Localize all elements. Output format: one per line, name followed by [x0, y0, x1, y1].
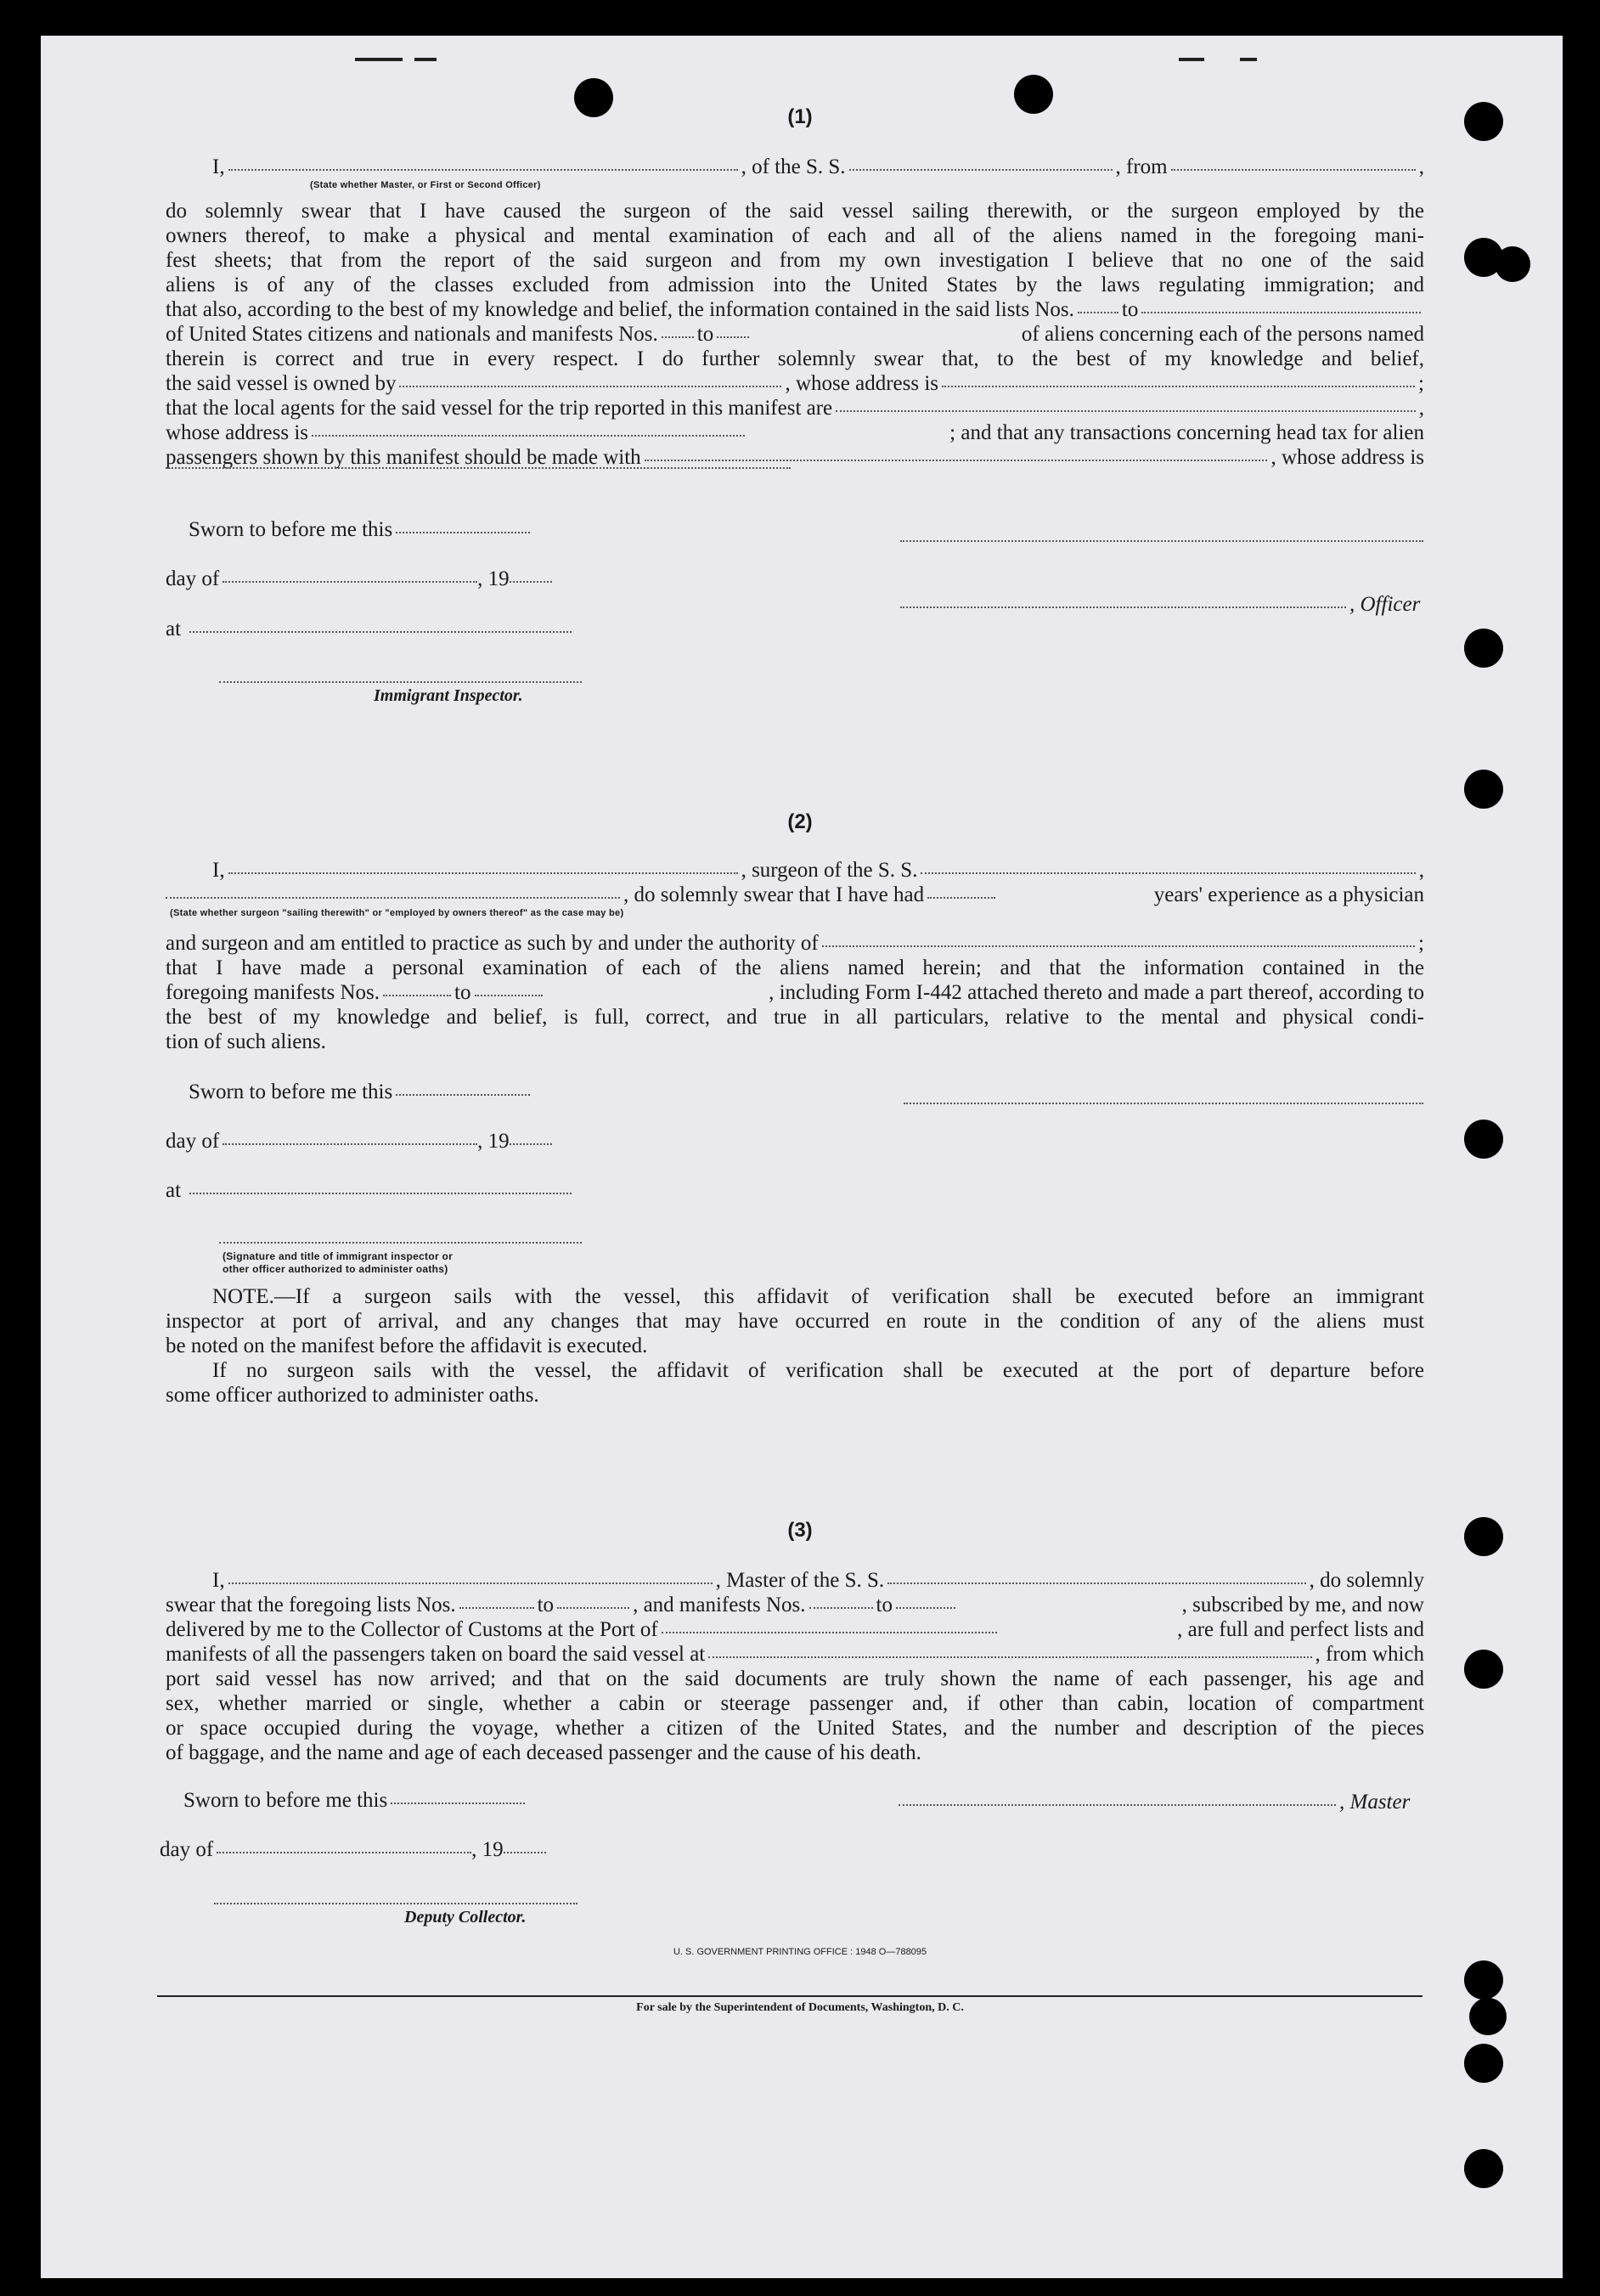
section-2-paragraph: and surgeon and am entitled to practice as such by and under the authority of ; that I have made a personal examination of each of the aliens named herein; and that the information contained in the foregoing manifests Nos. to , including Form I-442 attached thereto and made a part thereof, according to the best of my knowledge and belief, is full, correct, and true in all particulars, relative to the mental and physical condi- tion of such aliens.: [166, 932, 1424, 1053]
day-of-line-3: day of , 19: [160, 1838, 549, 1862]
surgeon-status-field[interactable]: [166, 897, 620, 899]
from-port-field[interactable]: [1171, 169, 1416, 171]
authority-field[interactable]: [822, 945, 1415, 947]
punch-hole: [1464, 1960, 1503, 2000]
inspector-signature-line[interactable]: [219, 681, 582, 683]
month-field-3[interactable]: [217, 1852, 471, 1853]
agents-address-field[interactable]: [312, 435, 745, 437]
vessel-owner-field[interactable]: [399, 386, 781, 387]
section-3-number: (3): [787, 1519, 813, 1542]
surgeon-status-caption: (State whether surgeon "sailing therewith" or "employed by owners thereof" as the case may be): [170, 908, 624, 918]
top-print-mark: [355, 58, 403, 61]
punch-hole: [1464, 1650, 1503, 1689]
top-print-mark: [414, 58, 437, 61]
surgeon-manifests-from-field[interactable]: [383, 995, 451, 996]
at-line-2: at: [166, 1179, 575, 1203]
manifests-from-field[interactable]: [662, 336, 694, 338]
sworn-day-field-3[interactable]: [391, 1802, 525, 1804]
master-signature-line: , Master: [899, 1791, 1410, 1814]
sworn-day-field-1[interactable]: [396, 532, 530, 533]
note-paragraph: NOTE.—If a surgeon sails with the vessel, this affidavit of verification shall be executed before an immigrant inspector at port of arrival, and any changes that may have occurred en route in the condition of any of the aliens must be noted on the manifest before the affidavit is executed. If no surgeon sails with the vessel, the affidavit of verification shall be executed at the port of departure before some officer authorized to administer oaths.: [166, 1285, 1424, 1407]
punch-hole: [1464, 2044, 1503, 2083]
vessel-name-field[interactable]: [849, 169, 1113, 171]
section-1-paragraph: do solemnly swear that I have caused the surgeon of the said vessel sailing therewith, or the surgeon employed by the owners thereof, to make a physical and mental examination of each and all of the aliens named in the foregoing mani- fest sheets; that from the report of the said surgeon and from my own investigation I believe that no one of the said aliens is of any of the classes excluded from admission into the United States by the laws regulating immigration; and that also, according to the best of my knowledge and belief, the information contained in the said lists Nos. to of United States citizens and nationals and manifests Nos. to of aliens concerning each of the persons named therein is correct and true in every respect. I do further solemnly swear that, to the best of my knowledge and belief, the said vessel is owned by , whose address is ; that the local agents for the said vessel for the trip reported in this manifest are , whose address is ; and that any transactions concerning head tax for alien passengers shown by this manifest should be made with , whose address is: [166, 200, 1424, 469]
month-field-1[interactable]: [223, 581, 477, 583]
years-experience-field[interactable]: [927, 897, 995, 899]
master-lists-to-field[interactable]: [557, 1607, 629, 1609]
deputy-collector-label: Deputy Collector.: [404, 1908, 527, 1926]
manifests-to-field[interactable]: [717, 336, 749, 338]
master-manifests-to-field[interactable]: [896, 1607, 955, 1609]
year-field-1[interactable]: [510, 581, 552, 583]
owner-address-field[interactable]: [942, 386, 1415, 387]
day-of-line-2: day of , 19: [166, 1130, 555, 1154]
signature-caption-line-2: other officer authorized to administer oaths): [223, 1263, 448, 1275]
head-tax-address-field[interactable]: [166, 467, 791, 469]
signature-caption-line-1: (Signature and title of immigrant inspector or: [223, 1250, 454, 1262]
section-1-number: (1): [787, 105, 813, 128]
signature-line-1[interactable]: [900, 540, 1423, 542]
surgeon-name-field[interactable]: [228, 872, 738, 874]
punch-hole: [1464, 1120, 1503, 1159]
day-of-line-1: day of , 19: [166, 567, 555, 591]
master-manifests-from-field[interactable]: [809, 1607, 873, 1609]
lists-from-field[interactable]: [1078, 312, 1118, 313]
footer-rule: [157, 1995, 1423, 1997]
local-agents-field[interactable]: [836, 410, 1416, 412]
month-field-2[interactable]: [223, 1143, 477, 1145]
surgeon-signature-line[interactable]: [904, 1103, 1423, 1104]
master-name-field[interactable]: [228, 1582, 713, 1584]
at-line-1: at: [166, 618, 575, 641]
sworn-line-2: Sworn to before me this: [189, 1080, 533, 1104]
section-2-body: I, , surgeon of the S. S. , , do solemnly swear that I have had years' experience as a physician: [166, 858, 1424, 907]
master-vessel-field[interactable]: [887, 1582, 1305, 1584]
for-sale-notice: For sale by the Superintendent of Documents, Washington, D. C.: [636, 2001, 964, 2014]
deputy-collector-signature-line[interactable]: [214, 1903, 577, 1904]
punch-hole: [1495, 246, 1530, 282]
officer-signature-field[interactable]: [900, 606, 1346, 608]
master-lists-from-field[interactable]: [459, 1607, 534, 1609]
sworn-line-3: Sworn to before me this: [183, 1789, 528, 1813]
officer-rank-field[interactable]: [228, 169, 738, 171]
year-field-3[interactable]: [504, 1852, 546, 1853]
year-field-2[interactable]: [510, 1143, 552, 1145]
officer-signature-line: , Officer: [900, 593, 1420, 617]
surgeon-manifests-to-field[interactable]: [475, 995, 543, 996]
lists-to-field[interactable]: [1141, 312, 1421, 313]
punch-hole: [1464, 770, 1503, 809]
top-print-mark: [1240, 58, 1257, 61]
section-2-number: (2): [787, 810, 813, 833]
boarding-port-field[interactable]: [708, 1656, 1311, 1658]
authorized-officer-signature-line[interactable]: [219, 1242, 582, 1244]
section-1-header-line: I, , of the S. S. , from ,: [212, 155, 1424, 178]
master-signature-field[interactable]: [899, 1804, 1336, 1806]
punch-hole: [1464, 629, 1503, 668]
officer-rank-caption: (State whether Master, or First or Second Officer): [310, 180, 541, 190]
punch-hole: [1464, 2149, 1503, 2188]
port-field[interactable]: [662, 1632, 997, 1633]
top-print-mark: [1179, 58, 1204, 61]
immigrant-inspector-label: Immigrant Inspector.: [374, 686, 523, 705]
at-place-field-1[interactable]: [189, 631, 572, 633]
at-place-field-2[interactable]: [189, 1193, 572, 1194]
surgeon-vessel-field[interactable]: [921, 872, 1415, 874]
section-3-body: I, , Master of the S. S. , do solemnly swear that the foregoing lists Nos. to , and manifests Nos. to , subscribed by me, and now delivered by me to the Collector of Customs at the Port of , are full and perfect lists and manifests of all the passengers taken on board the said vessel at , from which port said vessel has now arrived; and that on the said documents are truly shown the name of each passenger, his age and sex, whether married or single, whether a cabin or steerage passenger and, if other than cabin, location of compartment or space occupied during the voyage, whether a citizen of the United States, and the number and description of the pieces of baggage, and the name and age of each deceased passenger and the cause of his death.: [166, 1569, 1424, 1764]
sworn-line-1: Sworn to before me this: [189, 518, 533, 542]
head-tax-party-field[interactable]: [645, 460, 1268, 461]
sworn-day-field-2[interactable]: [396, 1094, 530, 1096]
printing-office-imprint: U. S. GOVERNMENT PRINTING OFFICE : 1948 O—788095: [673, 1947, 927, 1957]
